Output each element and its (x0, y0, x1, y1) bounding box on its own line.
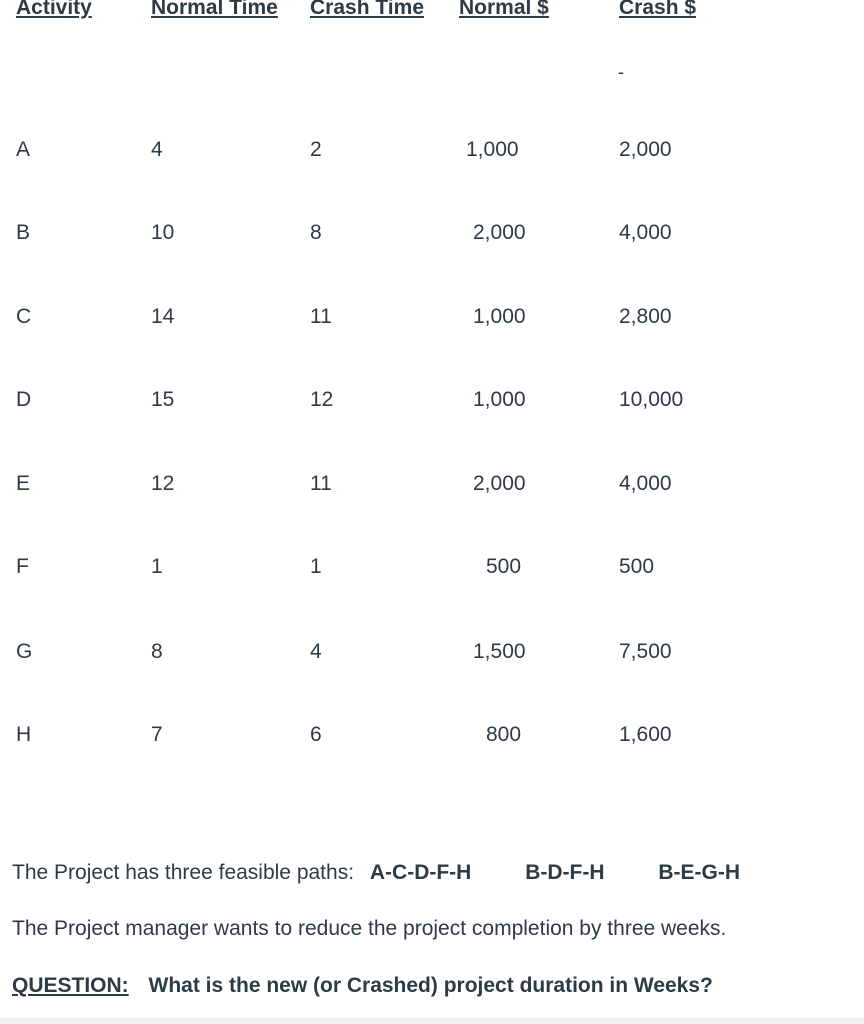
cell-normal-time: 1 (151, 555, 163, 578)
question-label: QUESTION: (12, 974, 129, 997)
cell-crash-time: 4 (310, 640, 322, 663)
header-activity: Activity (16, 0, 92, 19)
cell-activity: E (16, 472, 31, 495)
cell-activity: D (16, 388, 32, 411)
cell-crash-time: 1 (310, 555, 322, 578)
path-b-e-g-h: B-E-G-H (658, 861, 740, 884)
cell-normal-cost: 1,000 (466, 138, 519, 161)
cell-crash-cost: 2,800 (619, 305, 672, 328)
cell-normal-time: 10 (151, 221, 175, 244)
paths-paragraph (12, 861, 740, 885)
crash-cost-dash: - (618, 62, 624, 82)
cell-normal-cost: 1,500 (473, 640, 526, 663)
cell-activity: A (16, 138, 31, 161)
cell-normal-time: 12 (151, 472, 175, 495)
header-normal-time: Normal Time (151, 0, 278, 19)
goal-paragraph: The Project manager wants to reduce the project completion by three weeks. (12, 917, 727, 940)
cell-crash-time: 6 (310, 723, 322, 746)
cell-normal-cost: 2,000 (473, 221, 526, 244)
cell-crash-cost: 10,000 (619, 388, 684, 411)
cell-normal-time: 4 (151, 138, 163, 161)
question-paragraph (12, 974, 713, 998)
path-b-d-f-h: B-D-F-H (525, 861, 605, 884)
question-text: What is the new (or Crashed) project duration in Weeks? (148, 974, 713, 997)
cell-activity: C (16, 305, 32, 328)
cell-crash-cost: 2,000 (619, 138, 672, 161)
cell-crash-cost: 500 (619, 555, 655, 578)
cell-crash-time: 11 (310, 472, 332, 495)
cell-activity: F (16, 555, 29, 578)
cell-activity: H (16, 723, 32, 746)
cell-crash-time: 12 (310, 388, 334, 411)
cell-crash-cost: 7,500 (619, 640, 672, 663)
header-normal-cost: Normal $ (459, 0, 549, 19)
cell-crash-cost: 1,600 (619, 723, 672, 746)
cell-normal-time: 14 (151, 305, 175, 328)
cell-activity: B (16, 221, 31, 244)
cell-normal-cost: 800 (486, 723, 522, 746)
cell-normal-time: 8 (151, 640, 163, 663)
cell-crash-time: 8 (310, 221, 322, 244)
cell-normal-cost: 2,000 (473, 472, 526, 495)
cell-crash-time: 11 (310, 305, 332, 328)
cell-crash-cost: 4,000 (619, 221, 672, 244)
bottom-divider (0, 1018, 864, 1024)
header-crash-cost: Crash $ (619, 0, 697, 19)
header-crash-time: Crash Time (310, 0, 424, 19)
cell-crash-time: 2 (310, 138, 322, 161)
cell-normal-time: 7 (151, 723, 163, 746)
cell-normal-cost: 1,000 (473, 305, 526, 328)
path-a-c-d-f-h: A-C-D-F-H (369, 861, 472, 884)
cell-crash-cost: 4,000 (619, 472, 672, 495)
paths-intro: The Project has three feasible paths: (12, 861, 355, 884)
cell-normal-time: 15 (151, 388, 175, 411)
cell-normal-cost: 500 (486, 555, 522, 578)
cell-activity: G (16, 640, 33, 663)
cell-normal-cost: 1,000 (473, 388, 526, 411)
